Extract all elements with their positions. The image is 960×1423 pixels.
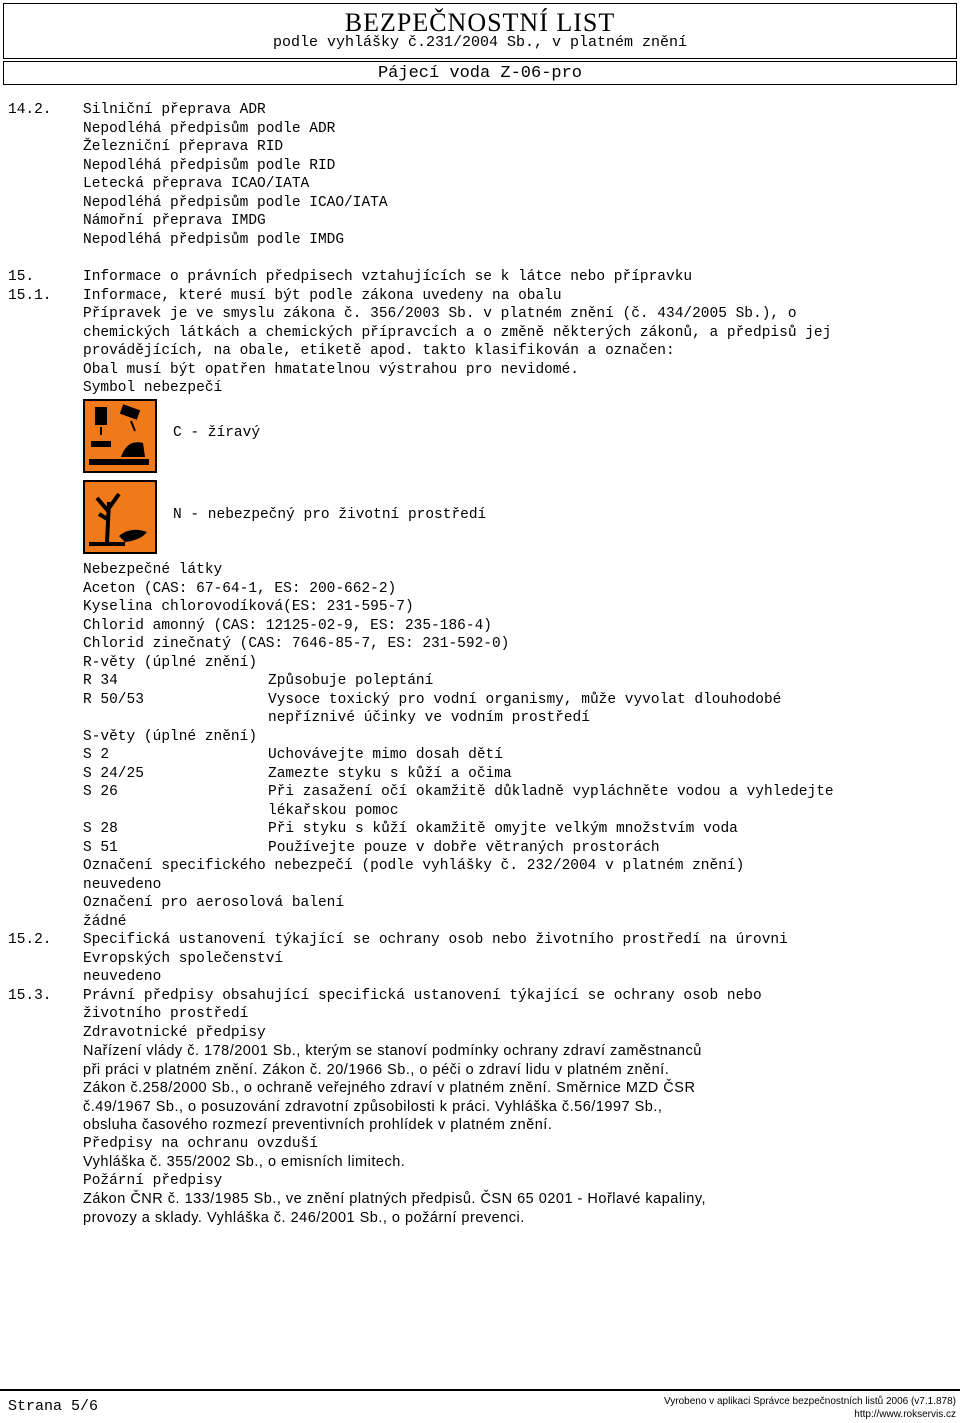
substance-item: Kyselina chlorovodíková(ES: 231-595-7) bbox=[83, 599, 414, 615]
r-phrases-heading: R-věty (úplné znění) bbox=[83, 655, 258, 671]
aerosol-heading: Označení pro aerosolová balení bbox=[83, 895, 345, 911]
transport-line: Nepodléhá předpisům podle IMDG bbox=[83, 232, 345, 248]
s-phrases-heading: S-věty (úplné znění) bbox=[83, 729, 258, 745]
s-phrase-text: Při zasažení očí okamžitě důkladně vypláchněte vodou a vyhledejte bbox=[268, 784, 834, 800]
s-phrase-text: lékařskou pomoc bbox=[268, 803, 399, 819]
air-heading: Předpisy na ochranu ovzduší bbox=[83, 1136, 318, 1152]
section-value: neuvedeno bbox=[83, 969, 162, 985]
footer-divider bbox=[0, 1389, 960, 1391]
special-hazard-heading: Označení specifického nebezpečí (podle vyhlášky č. 232/2004 v platném znění) bbox=[83, 858, 745, 874]
substance-item: Chlorid amonný (CAS: 12125-02-9, ES: 235-186-4) bbox=[83, 618, 492, 634]
corrosive-icon bbox=[83, 399, 157, 473]
header-title-box bbox=[3, 3, 957, 59]
special-hazard-value: neuvedeno bbox=[83, 877, 162, 893]
section-title: Specifická ustanovení týkající se ochrany osob nebo životního prostředí na úrovni bbox=[83, 932, 788, 948]
section-number: 15. bbox=[8, 269, 35, 285]
substances-heading: Nebezpečné látky bbox=[83, 562, 223, 578]
section-number: 15.2. bbox=[8, 932, 52, 948]
paragraph-line: chemických látkách a chemických přípravcích a o změně některých zákonů, a předpisů jej bbox=[83, 325, 832, 341]
section-title: Informace, které musí být podle zákona uvedeny na obalu bbox=[83, 288, 562, 304]
fire-line: provozy a sklady. Vyhláška č. 246/2001 Sb., o požární prevenci. bbox=[83, 1210, 525, 1226]
r-phrase-text: nepříznivé účinky ve vodním prostředí bbox=[268, 710, 590, 726]
s-phrase-code: S 51 bbox=[83, 840, 118, 856]
transport-line: Nepodléhá předpisům podle ICAO/IATA bbox=[83, 195, 388, 211]
r-phrase-text: Způsobuje poleptání bbox=[268, 673, 434, 689]
section-number: 15.1. bbox=[8, 288, 52, 304]
section-title: Informace o právních předpisech vztahujících se k látce nebo přípravku bbox=[83, 269, 693, 285]
paragraph-line: Obal musí být opatřen hmatatelnou výstrahou pro nevidomé. bbox=[83, 362, 579, 378]
document-header bbox=[3, 3, 957, 83]
s-phrase-code: S 2 bbox=[83, 747, 110, 763]
document-title: BEZPEČNOSTNÍ LIST bbox=[344, 8, 616, 37]
header-product-box bbox=[3, 61, 957, 85]
substance-item: Aceton (CAS: 67-64-1, ES: 200-662-2) bbox=[83, 581, 397, 597]
s-phrase-text: Zamezte styku s kůží a očima bbox=[268, 766, 512, 782]
s-phrase-text: Při styku s kůží okamžitě omyjte velkým množstvím voda bbox=[268, 821, 738, 837]
transport-line: Železniční přeprava RID bbox=[83, 139, 284, 155]
fire-heading: Požární předpisy bbox=[83, 1173, 223, 1189]
transport-line: Nepodléhá předpisům podle ADR bbox=[83, 121, 336, 137]
document-subtitle: podle vyhlášky č.231/2004 Sb., v platném znění bbox=[272, 34, 688, 51]
aerosol-value: žádné bbox=[83, 914, 127, 930]
r-phrase-text: Vysoce toxický pro vodní organismy, může vyvolat dlouhodobé bbox=[268, 692, 782, 708]
s-phrase-text: Uchovávejte mimo dosah dětí bbox=[268, 747, 503, 763]
fire-line: Zákon ČNR č. 133/1985 Sb., ve znění platných předpisů. ČSN 65 0201 - Hořlavé kapaliny, bbox=[83, 1191, 707, 1207]
producer-note: Vyrobeno v aplikaci Správce bezpečnostních listů 2006 (v7.1.878) bbox=[663, 1396, 956, 1407]
r-phrase-code: R 34 bbox=[83, 673, 118, 689]
health-line: č.49/1967 Sb., o posuzování zdravotní způsobilosti k práci. Vyhláška č.56/1997 Sb., bbox=[83, 1099, 663, 1115]
s-phrase-text: Používejte pouze v dobře větraných prostorách bbox=[268, 840, 660, 856]
section-title: Právní předpisy obsahující specifická ustanovení týkající se ochrany osob nebo bbox=[83, 988, 762, 1004]
health-line: Nařízení vlády č. 178/2001 Sb., kterým se stanoví podmínky ochrany zdraví zaměstnanců bbox=[83, 1043, 702, 1059]
s-phrase-code: S 26 bbox=[83, 784, 118, 800]
r-phrase-code: R 50/53 bbox=[83, 692, 144, 708]
section-title: Evropských společenství bbox=[83, 951, 284, 967]
s-phrase-code: S 28 bbox=[83, 821, 118, 837]
section-number: 14.2. bbox=[8, 102, 52, 118]
transport-line: Nepodléhá předpisům podle RID bbox=[83, 158, 336, 174]
producer-link[interactable]: http://www.rokservis.cz bbox=[854, 1409, 956, 1420]
substance-item: Chlorid zinečnatý (CAS: 7646-85-7, ES: 231-592-0) bbox=[83, 636, 510, 652]
s-phrase-code: S 24/25 bbox=[83, 766, 144, 782]
section-number: 15.3. bbox=[8, 988, 52, 1004]
transport-line: Silniční přeprava ADR bbox=[83, 102, 266, 118]
page-number: Strana 5/6 bbox=[8, 1398, 99, 1415]
environment-hazard-icon bbox=[83, 480, 157, 554]
symbol-label: N - nebezpečný pro životní prostředí bbox=[173, 507, 487, 523]
health-line: obsluha časového rozmezí preventivních prohlídek v platném znění. bbox=[83, 1117, 553, 1133]
paragraph-line: provádějících, na obale, etiketě apod. takto klasifikován a označen: bbox=[83, 343, 675, 359]
transport-line: Letecká přeprava ICAO/IATA bbox=[83, 176, 310, 192]
health-line: Zákon č.258/2000 Sb., o ochraně veřejného zdraví v platném znění. Směrnice MZD ČSR bbox=[83, 1080, 696, 1096]
health-line: při práci v platném znění. Zákon č. 20/1966 Sb., o péči o zdraví lidu v platném znění. bbox=[83, 1062, 670, 1078]
section-title: životního prostředí bbox=[83, 1006, 249, 1022]
product-name: Pájecí voda Z-06-pro bbox=[377, 64, 583, 83]
symbol-heading: Symbol nebezpečí bbox=[83, 380, 223, 396]
paragraph-line: Přípravek je ve smyslu zákona č. 356/2003 Sb. v platném znění (č. 434/2005 Sb.), o bbox=[83, 306, 797, 322]
air-line: Vyhláška č. 355/2002 Sb., o emisních limitech. bbox=[83, 1154, 406, 1170]
health-heading: Zdravotnické předpisy bbox=[83, 1025, 266, 1041]
symbol-label: C - žíravý bbox=[173, 425, 261, 441]
transport-line: Námořní přeprava IMDG bbox=[83, 213, 266, 229]
